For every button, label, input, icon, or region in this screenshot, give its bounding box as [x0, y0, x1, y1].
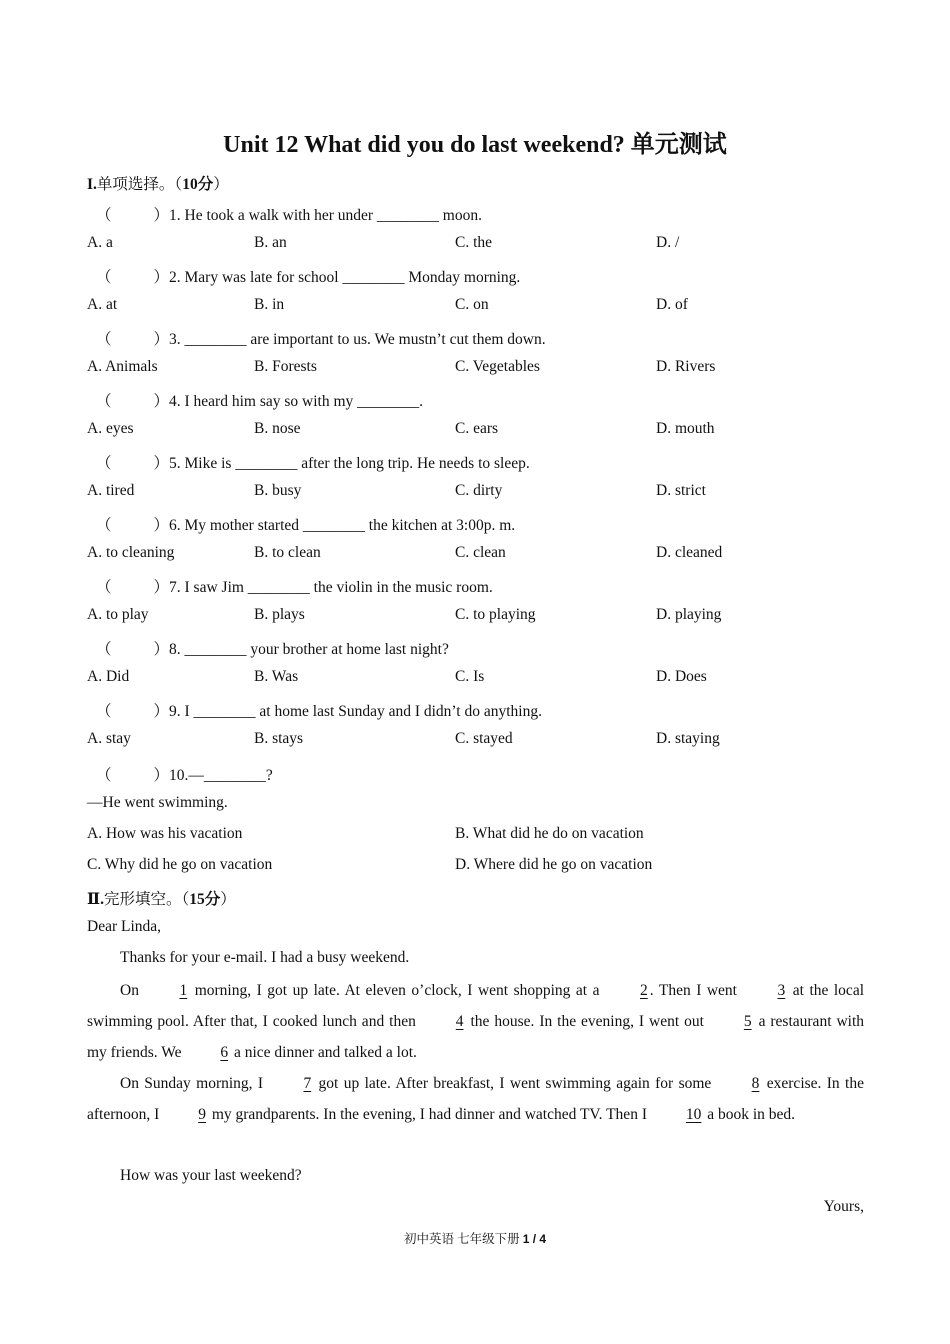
section-roman: Ⅱ.: [87, 891, 104, 908]
text-run: On Sunday morning, I: [120, 1075, 269, 1092]
letter-paragraph-1: Thanks for your e-mail. I had a busy weekend.: [120, 949, 410, 966]
cloze-blank-7: 7: [303, 1075, 312, 1092]
question-7-option-d: D. playing: [656, 606, 722, 623]
question-9-option-d: D. staying: [656, 730, 720, 747]
text-run: morning, I got up late. At eleven o’clock, I went shopping at a: [189, 982, 605, 999]
question-5-option-c: C. dirty: [455, 482, 503, 499]
section-roman: I.: [87, 176, 97, 193]
question-4-option-b: B. nose: [254, 420, 301, 437]
question-5-stem: （ ）5. Mike is ________ after the long trip. He needs to sleep.: [96, 455, 530, 472]
cloze-blank-1: 1: [179, 982, 188, 999]
question-5-option-d: D. strict: [656, 482, 706, 499]
question-2-option-d: D. of: [656, 296, 688, 313]
question-7-stem: （ ）7. I saw Jim ________ the violin in the music room.: [96, 579, 493, 596]
letter-paragraph-2: [87, 975, 864, 1068]
page-footer: [0, 1229, 950, 1247]
text-run: my grandparents. In the evening, I had dinner and watched TV. Then I: [207, 1106, 651, 1123]
question-8-stem: （ ）8. ________ your brother at home last night?: [96, 641, 449, 658]
question-3-text: ）3. ________ are important to us. We mustn’t cut them down.: [153, 331, 546, 348]
question-4-text: ）4. I heard him say so with my ________.: [153, 393, 424, 410]
question-7-option-b: B. plays: [254, 606, 305, 623]
question-2-option-b: B. in: [254, 296, 285, 313]
letter-greeting: Dear Linda,: [87, 918, 162, 935]
text-run: at the local swimming pool. After that, I cooked lunch and then: [87, 982, 865, 1030]
cloze-blank-8: 8: [751, 1075, 760, 1092]
question-2-option-c: C. on: [455, 296, 489, 313]
question-1-option-c: C. the: [455, 234, 493, 251]
question-7-option-a: A. to play: [87, 606, 149, 623]
page-number: 1 / 4: [522, 1232, 547, 1246]
question-2-text: ）2. Mary was late for school ________ Monday morning.: [153, 269, 521, 286]
question-7-option-c: C. to playing: [455, 606, 536, 623]
question-10-text: ）10.—________?: [153, 767, 273, 784]
section-points: 10分: [182, 176, 214, 193]
cloze-blank-3: 3: [777, 982, 786, 999]
question-6-stem: （ ）6. My mother started ________ the kitchen at 3:00p. m.: [96, 517, 516, 534]
question-10-stem: （ ）10.—________?: [96, 767, 273, 784]
section-heading-2: [87, 887, 236, 909]
question-5-option-b: B. busy: [254, 482, 302, 499]
letter-paragraph-3: [87, 1068, 864, 1130]
text-run: a restaurant with my friends. We: [87, 1013, 864, 1061]
question-3-option-b: B. Forests: [254, 358, 317, 375]
question-9-option-b: B. stays: [254, 730, 304, 747]
text-run: On: [120, 982, 145, 999]
footer-text: 初中英语 七年级下册: [403, 1232, 523, 1246]
cloze-blank-5: 5: [743, 1013, 752, 1030]
question-1-option-a: A. a: [87, 234, 113, 251]
text-run: . Then I went: [649, 982, 743, 999]
question-10-option-d: D. Where did he go on vacation: [455, 856, 653, 873]
question-2-option-a: A. at: [87, 296, 118, 313]
cloze-blank-6: 6: [220, 1044, 229, 1061]
question-1-text: ）1. He took a walk with her under ________ moon.: [153, 207, 482, 224]
question-7-text: ）7. I saw Jim ________ the violin in the music room.: [153, 579, 493, 596]
cloze-blank-2: 2: [640, 982, 648, 999]
question-3-option-d: D. Rivers: [656, 358, 716, 375]
question-4-stem: （ ）4. I heard him say so with my ________.: [96, 393, 424, 410]
question-4-option-d: D. mouth: [656, 420, 715, 437]
question-6-option-a: A. to cleaning: [87, 544, 175, 561]
question-4-option-c: C. ears: [455, 420, 499, 437]
question-3-option-a: A. Animals: [87, 358, 158, 375]
section-points: 15分: [189, 891, 221, 908]
text-run: a nice dinner and talked a lot.: [230, 1044, 417, 1061]
question-5-option-a: A. tired: [87, 482, 135, 499]
question-10-answer: —He went swimming.: [87, 794, 228, 811]
letter-paragraph-4: How was your last weekend?: [120, 1167, 302, 1184]
question-1-option-b: B. an: [254, 234, 287, 251]
question-6-option-c: C. clean: [455, 544, 506, 561]
question-1-stem: （ ）1. He took a walk with her under ________ moon.: [96, 207, 482, 224]
question-2-stem: （ ）2. Mary was late for school ________ Monday morning.: [96, 269, 521, 286]
question-5-text: ）5. Mike is ________ after the long trip. He needs to sleep.: [153, 455, 530, 472]
question-6-option-d: D. cleaned: [656, 544, 723, 561]
cloze-blank-9: 9: [198, 1106, 206, 1123]
section-heading-close: ）: [213, 176, 229, 193]
question-10-option-a: A. How was his vacation: [87, 825, 243, 842]
question-10-option-b: B. What did he do on vacation: [455, 825, 644, 842]
text-run: exercise. In the afternoon, I: [87, 1075, 864, 1123]
question-9-option-a: A. stay: [87, 730, 131, 747]
cloze-blank-10: 10: [685, 1106, 702, 1123]
question-8-option-a: A. Did: [87, 668, 130, 685]
question-1-option-d: D. /: [656, 234, 680, 251]
question-6-option-b: B. to clean: [254, 544, 321, 561]
section-heading-1: [87, 172, 229, 194]
question-3-stem: （ ）3. ________ are important to us. We mustn’t cut them down.: [96, 331, 546, 348]
text-run: the house. In the evening, I went out: [465, 1013, 709, 1030]
text-run: a book in bed.: [703, 1106, 796, 1123]
cloze-blank-4: 4: [455, 1013, 464, 1030]
letter-closing: Yours,: [823, 1198, 864, 1215]
question-8-text: ）8. ________ your brother at home last night?: [153, 641, 449, 658]
question-9-text: ）9. I ________ at home last Sunday and I didn’t do anything.: [153, 703, 542, 720]
question-8-option-c: C. Is: [455, 668, 485, 685]
question-10-option-c: C. Why did he go on vacation: [87, 856, 273, 873]
section-heading-text: 单项选择。（: [96, 176, 183, 193]
section-heading-close: ）: [220, 891, 236, 908]
text-run: got up late. After breakfast, I went swimming again for some: [313, 1075, 717, 1092]
question-3-option-c: C. Vegetables: [455, 358, 540, 375]
question-6-text: ）6. My mother started ________ the kitchen at 3:00p. m.: [153, 517, 516, 534]
question-4-option-a: A. eyes: [87, 420, 134, 437]
question-8-option-b: B. Was: [254, 668, 299, 685]
question-9-option-c: C. stayed: [455, 730, 513, 747]
section-heading-text: 完形填空。（: [103, 891, 190, 908]
question-9-stem: （ ）9. I ________ at home last Sunday and I didn’t do anything.: [96, 703, 542, 720]
question-8-option-d: D. Does: [656, 668, 707, 685]
page-title: Unit 12 What did you do last weekend? 单元测试: [223, 132, 727, 158]
